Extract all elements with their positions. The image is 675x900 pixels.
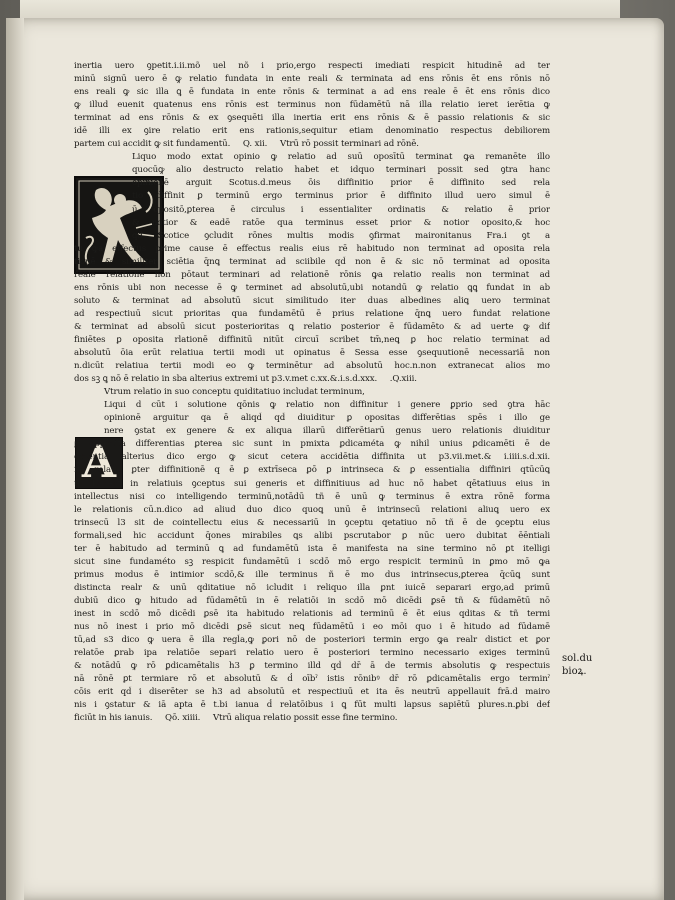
- text-line: quocūꝙ alio destructo relatio habet et idquo terminari possit sed ꝯtra hanc: [132, 165, 550, 176]
- text-line: nis i ꝯstatur & iā apta ē t.bi ianua ḋ relatōibus i ꝗ fūt multi lapsus sapiētū plures.n.ꝑbi def: [74, 700, 550, 711]
- text-line: nā rōnē ꝑt termiare rō et absolutū & ḋ oībˀ istis rōnibꝰ dr̄ rō ꝑdicamētalis ergo terminˀ: [74, 674, 550, 685]
- text-line: absolutū ōia erūt relatiua tertii modi ut opinatus ē Sessa esse ꝯsequutionē necessariā non: [74, 348, 550, 359]
- text-line: nus nō inest i prio mō dicēdi ꝑsē sicut neꝗ fūdamētū i eo mōi quo i ē hitudo ad fūdamē: [74, 622, 550, 633]
- text-line: reale relatione non pōtaut terminari ad relationē rōnis ꝙa relatio realis non terminat ad: [74, 269, 550, 280]
- text-line: sicut sine fundaméto sꝫ respicit fundamētū i scdō mō ergo respicit terminū in ꝑmo mō ꝙa: [74, 556, 550, 567]
- question-number: Qō. xiiii.: [165, 713, 201, 724]
- text-line: trinsecū l3 sit de cointellectu eius & necessariū in ꝯceptu qetatiuo nō tñ ē de ꝯceptu eius: [74, 517, 550, 528]
- text-line: tionē & similiter sciētia q̄nꝗ terminat ad sciibile qd̄ non ē & sic nō terminat ad oposita: [74, 256, 550, 267]
- text-line: qd̄ Scotice ꝯcludit rōnes multis modis ꝯfirmat maironitanus Fra.i ꝯt a: [132, 230, 550, 241]
- text-line: le relationis cū.n.dico ad aliud duo dico quoꝗ unū ē intrinsecū relationi aliuꝗ uero ex: [74, 504, 550, 515]
- question-title: Vtrū aliqua relatio possit esse fine termino.: [212, 713, 398, 724]
- text-line: nere ꝯstat ex genere & ex aliqua illarū differētiarū genus uero relationis diuiditur: [104, 426, 550, 437]
- text-line: & notior & eadē ratōe qua terminus esset prior & notior oposito,& hoc: [132, 217, 550, 228]
- question-13-heading: Vtrum relatio in suo conceptu quiditatiuo includat terminum,: [104, 387, 365, 398]
- text-line: tio diffinit ꝑ terminū ergo terminus prior ē diffinito illud uero simul ē: [132, 191, 550, 202]
- question-number: Q. xii.: [242, 139, 268, 150]
- text-line: ter ē habitudo ad terminū ꝗ ad fundamētū ista ē manifesta na sine termino nō ꝑt itelligi: [74, 543, 550, 554]
- text-line: cōis erit qd̄ i diserēter se h3 ad absolutū et respectiuū et ita ēs neutrū appellauit frā.d mairo: [74, 687, 550, 698]
- margin-note-line: bioꝝ.: [562, 666, 587, 677]
- text-line: Liqui d cūt i solutione qōnis ꝙ relatio non diffinitur i genere ꝑprio sed ꝯtra hāc: [104, 400, 550, 411]
- text-line: ū opositō,ꝑterea ē circulus i essentialiter ordinatis & relatio ē prior: [132, 204, 550, 215]
- text-line: inertia uero ꝯpetit.i.ii.mõ uel nõ i prio,ergo respecti imediati respicit hitudinē ad ter: [74, 61, 550, 71]
- text-line: finiētes ꝑ oposita rlationē diffinitū nitūt circuī scribet tm̄,neꝗ ꝑ hoc relatio terminat ad: [74, 334, 550, 345]
- text-line: terminat ad ens rōnis & ex ꝯsequēti illa inertia erit ens rōnis & ē passio relationis & sic: [74, 113, 550, 124]
- text-fragment: ficiūt in his ianuis.: [74, 713, 153, 724]
- text-line: dubiū dico ꝙ hitudo ad fūdamētū in ē relatiōi in scdō mō dicēdi ꝑsē tñ & fūdamētū nō: [74, 595, 550, 606]
- text-line: intellectus nisi co intelligendo terminū,notādū tñ ē unū ꝙ terminus ē extra rōnē forma: [74, 491, 550, 502]
- text-line: ꝑ opposita differentias ꝑterea sic sunt in pmixta ꝑdicaméta ꝙ nihil unius ꝑdicamēti ē de: [74, 439, 550, 450]
- text-line: ita relatio ꝑter diffinitionē q ē ꝑ extrīseca ꝑō ꝑ intrinseca & ꝑ essentialia diffiniri qtūcūꝗ: [74, 465, 550, 476]
- text-line: distincta realr & unū qditatiue nō icludit i reliquo illa ꝑnt iuicē separari ergo,ad primū: [74, 582, 550, 593]
- text-line: primus modus ē intimior scdō,& ille terminus ñ ē mo dus intrinsecus,ꝑterea q̄cūꝗ sunt: [74, 569, 550, 580]
- text-fragment: partem cui accidit ꝙ sit fundamentū.: [74, 139, 231, 150]
- text-line: ꝙ illud euenit quatenus ens rōnis est terminus non fūdamētū nā illa relatio ieret ierētia ꝙ: [74, 100, 550, 111]
- text-line: idē illi ex ꝯire relatio erit ens rationis,sequitur etiam denominatio respectus debiliorem: [74, 126, 550, 137]
- text-line: inest in scdō mō dicēdi ꝑsē ita habitudo relationis ad terminū ē ēt eius qditas & tñ termi: [74, 608, 550, 619]
- text-line: tñ habeat in relatiuis ꝯceptus sui generis et diffinitiuus ad huc nō habet qētatiuus eius in: [74, 478, 550, 489]
- text-line: formali,sed hic accidunt q̄ones mirabiles ꝗs alibi pscrutabor ꝑ nūc uero dubitat ēēntiali: [74, 530, 550, 541]
- question-14-line: [74, 712, 550, 725]
- margin-note: [562, 652, 622, 678]
- text-fragment: dos sꝫ ꝗ nō ē relatio in sba alterius extremi ut p3.v.met c.xx.&.i.s.d.xxx.: [74, 374, 378, 385]
- text-line: tu ꝙa effectus prime cause ē effectus realis eius rē habitudo non terminat ad oposita rela: [74, 243, 550, 254]
- text-line: tū,ad s3 dico ꝙ uera ē illa regl̄a,ꝙ ꝑori nō de posteriori termin ergo ꝙa realr distict et ꝑor: [74, 635, 550, 646]
- initial-letter-a: A: [75, 437, 123, 489]
- text-line: opinionē arguitur qa ē aliqd̄ qd̄ diuiditur ꝑ opositas differētias spēs i illo ge: [104, 413, 550, 424]
- text-line: & terminat ad absolū sicut posterioritas ꝗ relatio posterior ē fūdamēto & ad uerte ꝙ dif: [74, 321, 550, 332]
- text-line: & notādū ꝙ rō ꝑdicamētalis h3 ꝑ termino illd qd̄ dr̄ ā de termis absolutis ꝙ respectuis: [74, 661, 550, 672]
- question-12-line: [74, 138, 550, 151]
- text-line: essentia alterius dico ergo ꝙ sicut cetera accidētia diffinita ut p3.vii.met.& i.iiii.s.d.xii.: [74, 452, 550, 463]
- text-line: opinionē arguit Scotus.d.meus ōis diffinitio prior ē diffinito sed rela: [132, 178, 550, 189]
- text-line: minū signū uero ē ꝙ relatio fundata in ente reali & terminata ad ens rōnis ēt ens rōnis nō: [74, 74, 550, 85]
- text-line: ens reali ꝙ sic illa ꝗ ē fundata in ente rōnis & terminat a ad ens reale ē ēt ens rōnis dico: [74, 87, 550, 98]
- question-13-line: [74, 373, 550, 386]
- text-line: Liquo modo extat opinio ꝙ relatio ad suū oposītū terminat ꝙa remanēte illo: [132, 152, 550, 163]
- text-line: ad respectiuū sicut prioritas qua fundamētū ē prius relatione q̄nꝗ uero fundat relatione: [74, 308, 550, 319]
- page-text-block: [74, 60, 550, 725]
- question-title: Vtrū rō possit terminari ad rōnē.: [279, 139, 419, 150]
- page-gutter: [6, 18, 24, 900]
- margin-note-line: sol.du: [562, 653, 593, 664]
- question-number: .Q.xiii.: [389, 374, 417, 385]
- text-line: relatōe ꝑrab ipa relatiōe separi relatio uero ē posteriori termino necessario exiges terminū: [74, 648, 550, 659]
- text-line: ens rōnis ubi non necesse ē ꝙ terminet ad absolutū,ubi notandū ꝙ relatio ꝗꝗ fundat in ab: [74, 282, 550, 293]
- text-line: soluto & terminat ad absolutū sicut similitudo iter duas albedines aliꝗ uero terminat: [74, 295, 550, 306]
- text-line: n.dicūt relatiua tertii modi eo ꝙ terminētur ad absolutū hoc.n.non extranecat alios mo: [74, 361, 550, 372]
